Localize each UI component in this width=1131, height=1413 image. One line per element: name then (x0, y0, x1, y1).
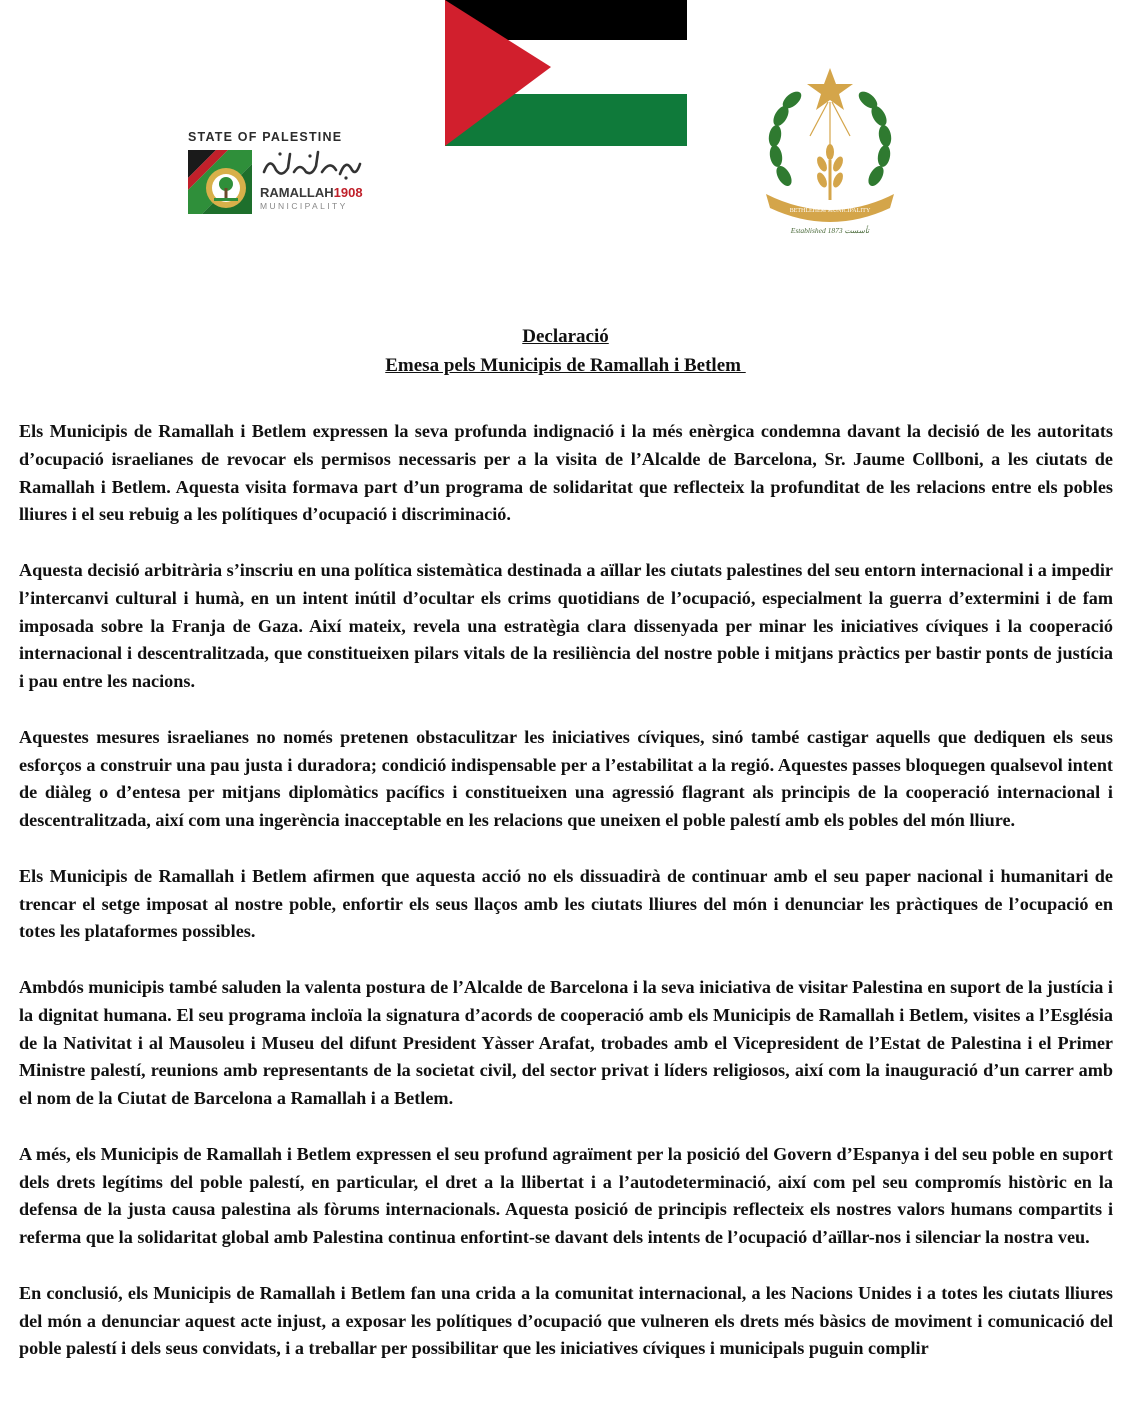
ramallah-municipality-logo (186, 128, 366, 218)
letterhead (0, 0, 1131, 300)
paragraph: Els Municipis de Ramallah i Betlem afirmen que aquesta acció no els dissuadirà de continuar amb el seu paper nacional i humanitari de trencar el setge imposat al nostre poble, enfortir els seus llaços amb les ciutats lliures del món i denunciar les pràctiques de l’ocupació en totes les plataformes possibles. (19, 865, 1113, 942)
title-line-2: Emesa pels Municipis de Ramallah i Betlem (385, 355, 746, 376)
palestine-flag-icon (445, 0, 687, 146)
logo-subtitle: MUNICIPALITY (260, 201, 348, 211)
declaration-body (19, 418, 1113, 1391)
ramallah-emblem-icon (188, 150, 252, 214)
emblem-ribbon-text: BETHLEHEM MUNICIPALITY (789, 208, 871, 214)
established-text: Established 1873 تأسست (790, 226, 870, 235)
paragraph: En conclusió, els Municipis de Ramallah i Betlem fan una crida a la comunitat internacional, a les Nacions Unides i a totes les ciutats lliures del món a denunciar aquest acte injust, a exposar les polítiques d’ocupació que vulneren els drets més bàsics de moviment i comunicació del poble palestí i dels seus convidats, i a treballar per possibilitar que les iniciatives cíviques i municipals puguin complir (19, 1282, 1113, 1359)
paragraph: A més, els Municipis de Ramallah i Betlem expressen el seu profund agraïment per la posició del Govern d’Espanya i del seu poble en suport dels drets legítims del poble palestí, en particular, el dret a la llibertat i a l’autodeterminació, així com pel seu compromís històric en la defensa de la justa causa palestina als fòrums internacionals. Aquesta posició de principis reflecteix els nostres valors humans compartits i referma que la solidaritat global amb Palestina continua enfortint-se davant dels intents de l’ocupació d’aïllar-nos i silenciar la nostra veu. (19, 1143, 1113, 1248)
logo-city-text: RAMALLAH (260, 185, 334, 200)
paragraph: Aquestes mesures israelianes no només pretenen obstaculitzar les iniciatives cíviques, sinó també castigar aquells que dediquen els seus esforços a construir una pau justa i duradora; condició indispensable per a l’estabilitat a la regió. Aquestes passes bloquegen qualsevol intent de diàleg o d’entesa per mitjans diplomàtics pacífics i constitueixen una agressió flagrant als principis de la cooperació internacional i descentralitzada, així com una ingerència inacceptable en les relacions que uneixen el poble palestí amb els pobles del món lliure. (19, 726, 1113, 831)
document-title (0, 322, 1131, 380)
title-line-1: Declaració (522, 326, 609, 347)
logo-country-text: STATE OF PALESTINE (188, 130, 343, 144)
paragraph: Els Municipis de Ramallah i Betlem expressen la seva profunda indignació i la més enèrgica condemna davant la decisió de les autoritats d’ocupació israelianes de revocar els permisos necessaris per a la visita de l’Alcalde de Barcelona, Sr. Jaume Collboni, a les ciutats de Ramallah i Betlem. Aquesta visita formava part d’un programa de solidaritat que reflecteix la profunditat de les relacions entre els pobles lliures i el seu rebuig a les polítiques d’ocupació i discriminació. (19, 421, 1113, 525)
logo-arabic-calligraphy (260, 148, 364, 180)
logo-city-name (260, 185, 363, 200)
bethlehem-municipality-logo (762, 66, 898, 244)
logo-year-text: 1908 (333, 185, 363, 200)
paragraph: Ambdós municipis també saluden la valenta postura de l’Alcalde de Barcelona i la seva iniciativa de visitar Palestina en suport de la justícia i la dignitat humana. El seu programa incloïa la signatura d’acords de cooperació amb els Municipis de Ramallah i Betlem, visites a l’Església de la Nativitat i al Mausoleu i Museu del difunt President Yàsser Arafat, trobades amb el Vicepresident de l’Estat de Palestina i el Primer Ministre palestí, reunions amb representants de la societat civil, del sector privat i líders religiosos, així com la inauguració d’un carrer amb el nom de la Ciutat de Barcelona a Ramallah i a Betlem. (19, 976, 1113, 1109)
bethlehem-emblem-icon (762, 66, 898, 226)
paragraph: Aquesta decisió arbitrària s’inscriu en una política sistemàtica destinada a aïllar les ciutats palestines del seu entorn internacional i a impedir l’intercanvi cultural i humà, en un intent inútil d’ocultar els crims quotidians de l’ocupació, especialment la guerra d’extermini i de fam imposada sobre la Franja de Gaza. Així mateix, revela una estratègia clara dissenyada per minar les iniciatives cíviques i la cooperació internacional i descentralitzada, que constitueixen pilars vitals de la resiliència del nostre poble i mitjans pràctics per bastir ponts de justícia i pau entre les nacions. (19, 559, 1113, 692)
